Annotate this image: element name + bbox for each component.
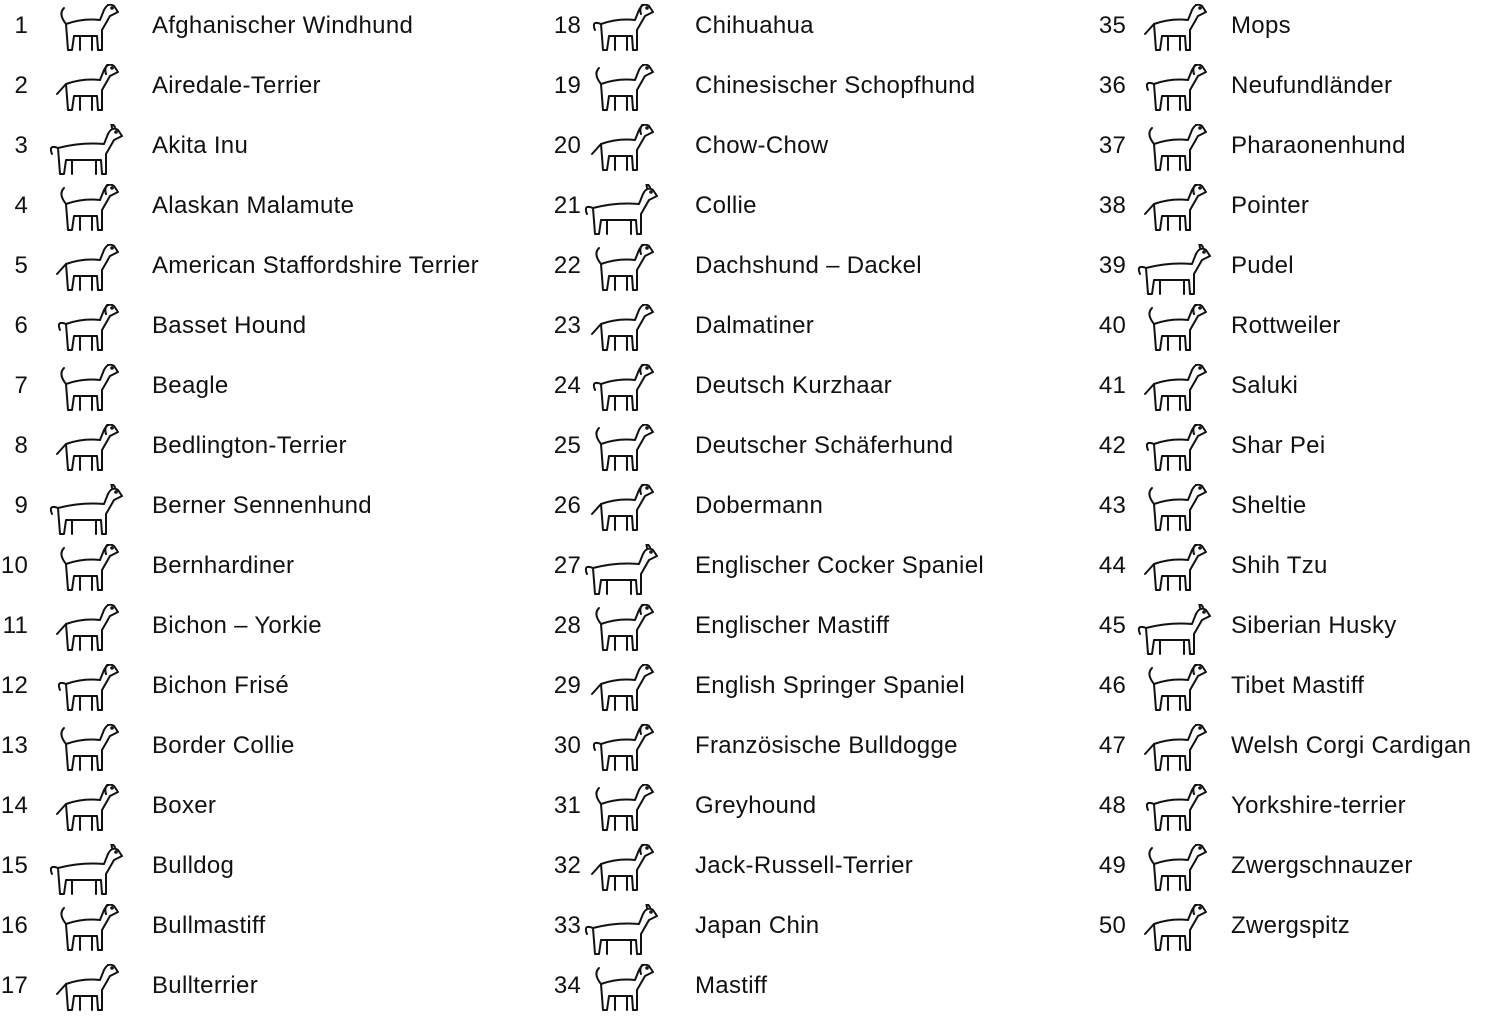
breed-number: 6 (14, 312, 28, 339)
breed-entry (1088, 126, 1500, 186)
breed-entry (1088, 486, 1500, 546)
breed-entry (0, 486, 500, 546)
bernhardiner-icon (48, 544, 126, 598)
breed-entry (0, 906, 500, 966)
breed-entry (1088, 786, 1500, 846)
pomeranian-icon (1136, 904, 1214, 958)
breed-number: 5 (14, 252, 28, 279)
yorkshire-terrier-icon (1136, 784, 1214, 838)
breed-number: 26 (553, 492, 581, 519)
breed-name: Saluki (1231, 372, 1299, 399)
bulldog-icon (48, 844, 126, 898)
springer-spaniel-icon (583, 664, 661, 718)
breed-entry (0, 726, 500, 786)
breed-number: 17 (0, 972, 28, 999)
breed-name: Welsh Corgi Cardigan (1231, 732, 1472, 759)
breed-entry (543, 846, 1043, 906)
breed-number: 3 (14, 132, 28, 159)
breed-name: Mops (1231, 12, 1291, 39)
breed-number: 2 (14, 72, 28, 99)
tibetan-mastiff-icon (1136, 664, 1214, 718)
breed-number: 35 (1098, 12, 1126, 39)
dachshund-icon (583, 244, 661, 298)
breed-entry (0, 66, 500, 126)
breed-name: Chow-Chow (695, 132, 829, 159)
breed-name: Border Collie (152, 732, 295, 759)
breed-number: 13 (0, 732, 28, 759)
breed-entry (0, 846, 500, 906)
breed-name: Beagle (152, 372, 229, 399)
breed-entry (1088, 306, 1500, 366)
breed-name: Neufundländer (1231, 72, 1393, 99)
greyhound-icon (583, 784, 661, 838)
breed-column-1 (0, 0, 500, 1000)
breed-entry (1088, 366, 1500, 426)
breed-entry (1088, 666, 1500, 726)
breed-entry (543, 246, 1043, 306)
alaskan-malamute-icon (48, 184, 126, 238)
bedlington-terrier-icon (48, 424, 126, 478)
breed-entry (543, 906, 1043, 966)
breed-name: Chinesischer Schopfhund (695, 72, 976, 99)
breed-number: 24 (553, 372, 581, 399)
breed-entry (1088, 846, 1500, 906)
breed-number: 21 (553, 192, 581, 219)
breed-name: English Springer Spaniel (695, 672, 966, 699)
akita-inu-icon (48, 124, 126, 178)
breed-name: Sheltie (1231, 492, 1307, 519)
bichon-frise-icon (48, 664, 126, 718)
breed-name: Siberian Husky (1231, 612, 1397, 639)
cocker-spaniel-icon (583, 544, 661, 598)
breed-entry (1088, 246, 1500, 306)
french-bulldog-icon (583, 724, 661, 778)
newfoundland-icon (1136, 64, 1214, 118)
breed-number: 12 (0, 672, 28, 699)
breed-name: Pudel (1231, 252, 1294, 279)
american-staffordshire-terrier-icon (48, 244, 126, 298)
shih-tzu-icon (1136, 544, 1214, 598)
breed-number: 49 (1098, 852, 1126, 879)
dobermann-icon (583, 484, 661, 538)
welsh-corgi-icon (1136, 724, 1214, 778)
breed-entry (543, 726, 1043, 786)
saluki-icon (1136, 364, 1214, 418)
breed-name: Basset Hound (152, 312, 307, 339)
breed-name: Japan Chin (695, 912, 820, 939)
breed-entry (1088, 66, 1500, 126)
breed-name: Boxer (152, 792, 217, 819)
breed-entry (543, 306, 1043, 366)
breed-number: 50 (1098, 912, 1126, 939)
chow-chow-icon (583, 124, 661, 178)
breed-number: 31 (553, 792, 581, 819)
breed-entry (1088, 726, 1500, 786)
breed-entry (0, 426, 500, 486)
berner-sennenhund-icon (48, 484, 126, 538)
breed-name: Tibet Mastiff (1231, 672, 1365, 699)
breed-name: Deutsch Kurzhaar (695, 372, 892, 399)
breed-number: 16 (0, 912, 28, 939)
airedale-terrier-icon (48, 64, 126, 118)
breed-name: Airedale-Terrier (152, 72, 321, 99)
breed-entry (0, 306, 500, 366)
breed-entry (0, 786, 500, 846)
breed-number: 40 (1098, 312, 1126, 339)
breed-number: 43 (1098, 492, 1126, 519)
breed-name: Zwergschnauzer (1231, 852, 1413, 879)
breed-number: 45 (1098, 612, 1126, 639)
collie-icon (583, 184, 661, 238)
breed-column-3 (1088, 0, 1500, 1000)
breed-number: 19 (553, 72, 581, 99)
chihuahua-icon (583, 4, 661, 58)
breed-name: Chihuahua (695, 12, 814, 39)
basset-hound-icon (48, 304, 126, 358)
breed-number: 25 (553, 432, 581, 459)
breed-entry (1088, 6, 1500, 66)
breed-number: 48 (1098, 792, 1126, 819)
breed-number: 1 (14, 12, 28, 39)
breed-entry (543, 606, 1043, 666)
breed-number: 22 (553, 252, 581, 279)
german-shorthaired-pointer-icon (583, 364, 661, 418)
breed-name: Zwergspitz (1231, 912, 1351, 939)
breed-number: 29 (553, 672, 581, 699)
siberian-husky-icon (1136, 604, 1214, 658)
breed-entry (543, 786, 1043, 846)
breed-entry (543, 666, 1043, 726)
breed-number: 14 (0, 792, 28, 819)
breed-name: Pharaonenhund (1231, 132, 1406, 159)
breed-number: 30 (553, 732, 581, 759)
breed-name: Bullmastiff (152, 912, 266, 939)
breed-number: 41 (1098, 372, 1126, 399)
breed-entry (0, 186, 500, 246)
breed-name: Bulldog (152, 852, 235, 879)
breed-name: American Staffordshire Terrier (152, 252, 479, 279)
breed-name: Mastiff (695, 972, 768, 999)
border-collie-icon (48, 724, 126, 778)
breed-entry (543, 966, 1043, 1026)
breed-name: Bedlington-Terrier (152, 432, 347, 459)
breed-entry (543, 126, 1043, 186)
breed-number: 4 (14, 192, 28, 219)
breed-number: 23 (553, 312, 581, 339)
afghan-hound-icon (48, 4, 126, 58)
breed-entry (1088, 186, 1500, 246)
breed-number: 8 (14, 432, 28, 459)
breed-name: Englischer Mastiff (695, 612, 890, 639)
breed-number: 20 (553, 132, 581, 159)
breed-number: 15 (0, 852, 28, 879)
breed-name: Berner Sennenhund (152, 492, 372, 519)
breed-entry (1088, 426, 1500, 486)
breed-name: Bullterrier (152, 972, 258, 999)
breed-name: Deutscher Schäferhund (695, 432, 954, 459)
breed-name: Shih Tzu (1231, 552, 1328, 579)
breed-number: 18 (553, 12, 581, 39)
breed-name: Collie (695, 192, 757, 219)
breed-number: 11 (2, 612, 28, 639)
breed-column-2 (543, 0, 1043, 1000)
breed-name: Shar Pei (1231, 432, 1326, 459)
chinese-crested-icon (583, 64, 661, 118)
breed-number: 33 (553, 912, 581, 939)
breed-entry (1088, 546, 1500, 606)
breed-entry (1088, 606, 1500, 666)
breed-entry (543, 426, 1043, 486)
breed-number: 46 (1098, 672, 1126, 699)
breed-number: 34 (553, 972, 581, 999)
pug-icon (1136, 4, 1214, 58)
breed-name: Englischer Cocker Spaniel (695, 552, 984, 579)
breed-number: 37 (1098, 132, 1126, 159)
jack-russell-terrier-icon (583, 844, 661, 898)
breed-entry (543, 66, 1043, 126)
shar-pei-icon (1136, 424, 1214, 478)
breed-entry (543, 366, 1043, 426)
breed-name: Bichon Frisé (152, 672, 289, 699)
breed-number: 7 (14, 372, 28, 399)
breed-name: Afghanischer Windhund (152, 12, 414, 39)
breed-number: 47 (1098, 732, 1126, 759)
breed-name: Dalmatiner (695, 312, 815, 339)
breed-number: 32 (553, 852, 581, 879)
breed-entry (1088, 906, 1500, 966)
breed-name: Yorkshire-terrier (1231, 792, 1406, 819)
breed-name: Alaskan Malamute (152, 192, 355, 219)
pointer-icon (1136, 184, 1214, 238)
breed-entry (543, 186, 1043, 246)
beagle-icon (48, 364, 126, 418)
breed-entry (543, 546, 1043, 606)
dalmatian-icon (583, 304, 661, 358)
miniature-schnauzer-icon (1136, 844, 1214, 898)
breed-number: 38 (1098, 192, 1126, 219)
rottweiler-icon (1136, 304, 1214, 358)
mastiff-icon (583, 964, 661, 1018)
breed-name: Akita Inu (152, 132, 249, 159)
breed-entry (0, 546, 500, 606)
bullterrier-icon (48, 964, 126, 1018)
boxer-icon (48, 784, 126, 838)
breed-number: 9 (14, 492, 28, 519)
poodle-icon (1136, 244, 1214, 298)
breed-name: Französische Bulldogge (695, 732, 958, 759)
breed-name: Rottweiler (1231, 312, 1341, 339)
breed-number: 27 (553, 552, 581, 579)
breed-entry (0, 666, 500, 726)
breed-number: 36 (1098, 72, 1126, 99)
breed-name: Dachshund – Dackel (695, 252, 922, 279)
german-shepherd-icon (583, 424, 661, 478)
bullmastiff-icon (48, 904, 126, 958)
breed-number: 42 (1098, 432, 1126, 459)
breed-entry (0, 606, 500, 666)
breed-entry (0, 366, 500, 426)
english-mastiff-icon (583, 604, 661, 658)
breed-entry (0, 966, 500, 1026)
breed-entry (543, 486, 1043, 546)
breed-number: 39 (1098, 252, 1126, 279)
breed-name: Bernhardiner (152, 552, 295, 579)
breed-name: Jack-Russell-Terrier (695, 852, 914, 879)
breed-number: 10 (0, 552, 28, 579)
bichon-yorkie-icon (48, 604, 126, 658)
breed-entry (0, 6, 500, 66)
breed-name: Pointer (1231, 192, 1310, 219)
sheltie-icon (1136, 484, 1214, 538)
pharaoh-hound-icon (1136, 124, 1214, 178)
breed-number: 28 (553, 612, 581, 639)
breed-name: Dobermann (695, 492, 824, 519)
breed-name: Greyhound (695, 792, 817, 819)
breed-entry (543, 6, 1043, 66)
breed-name: Bichon – Yorkie (152, 612, 322, 639)
breed-entry (0, 246, 500, 306)
breed-entry (0, 126, 500, 186)
breed-number: 44 (1098, 552, 1126, 579)
japan-chin-icon (583, 904, 661, 958)
